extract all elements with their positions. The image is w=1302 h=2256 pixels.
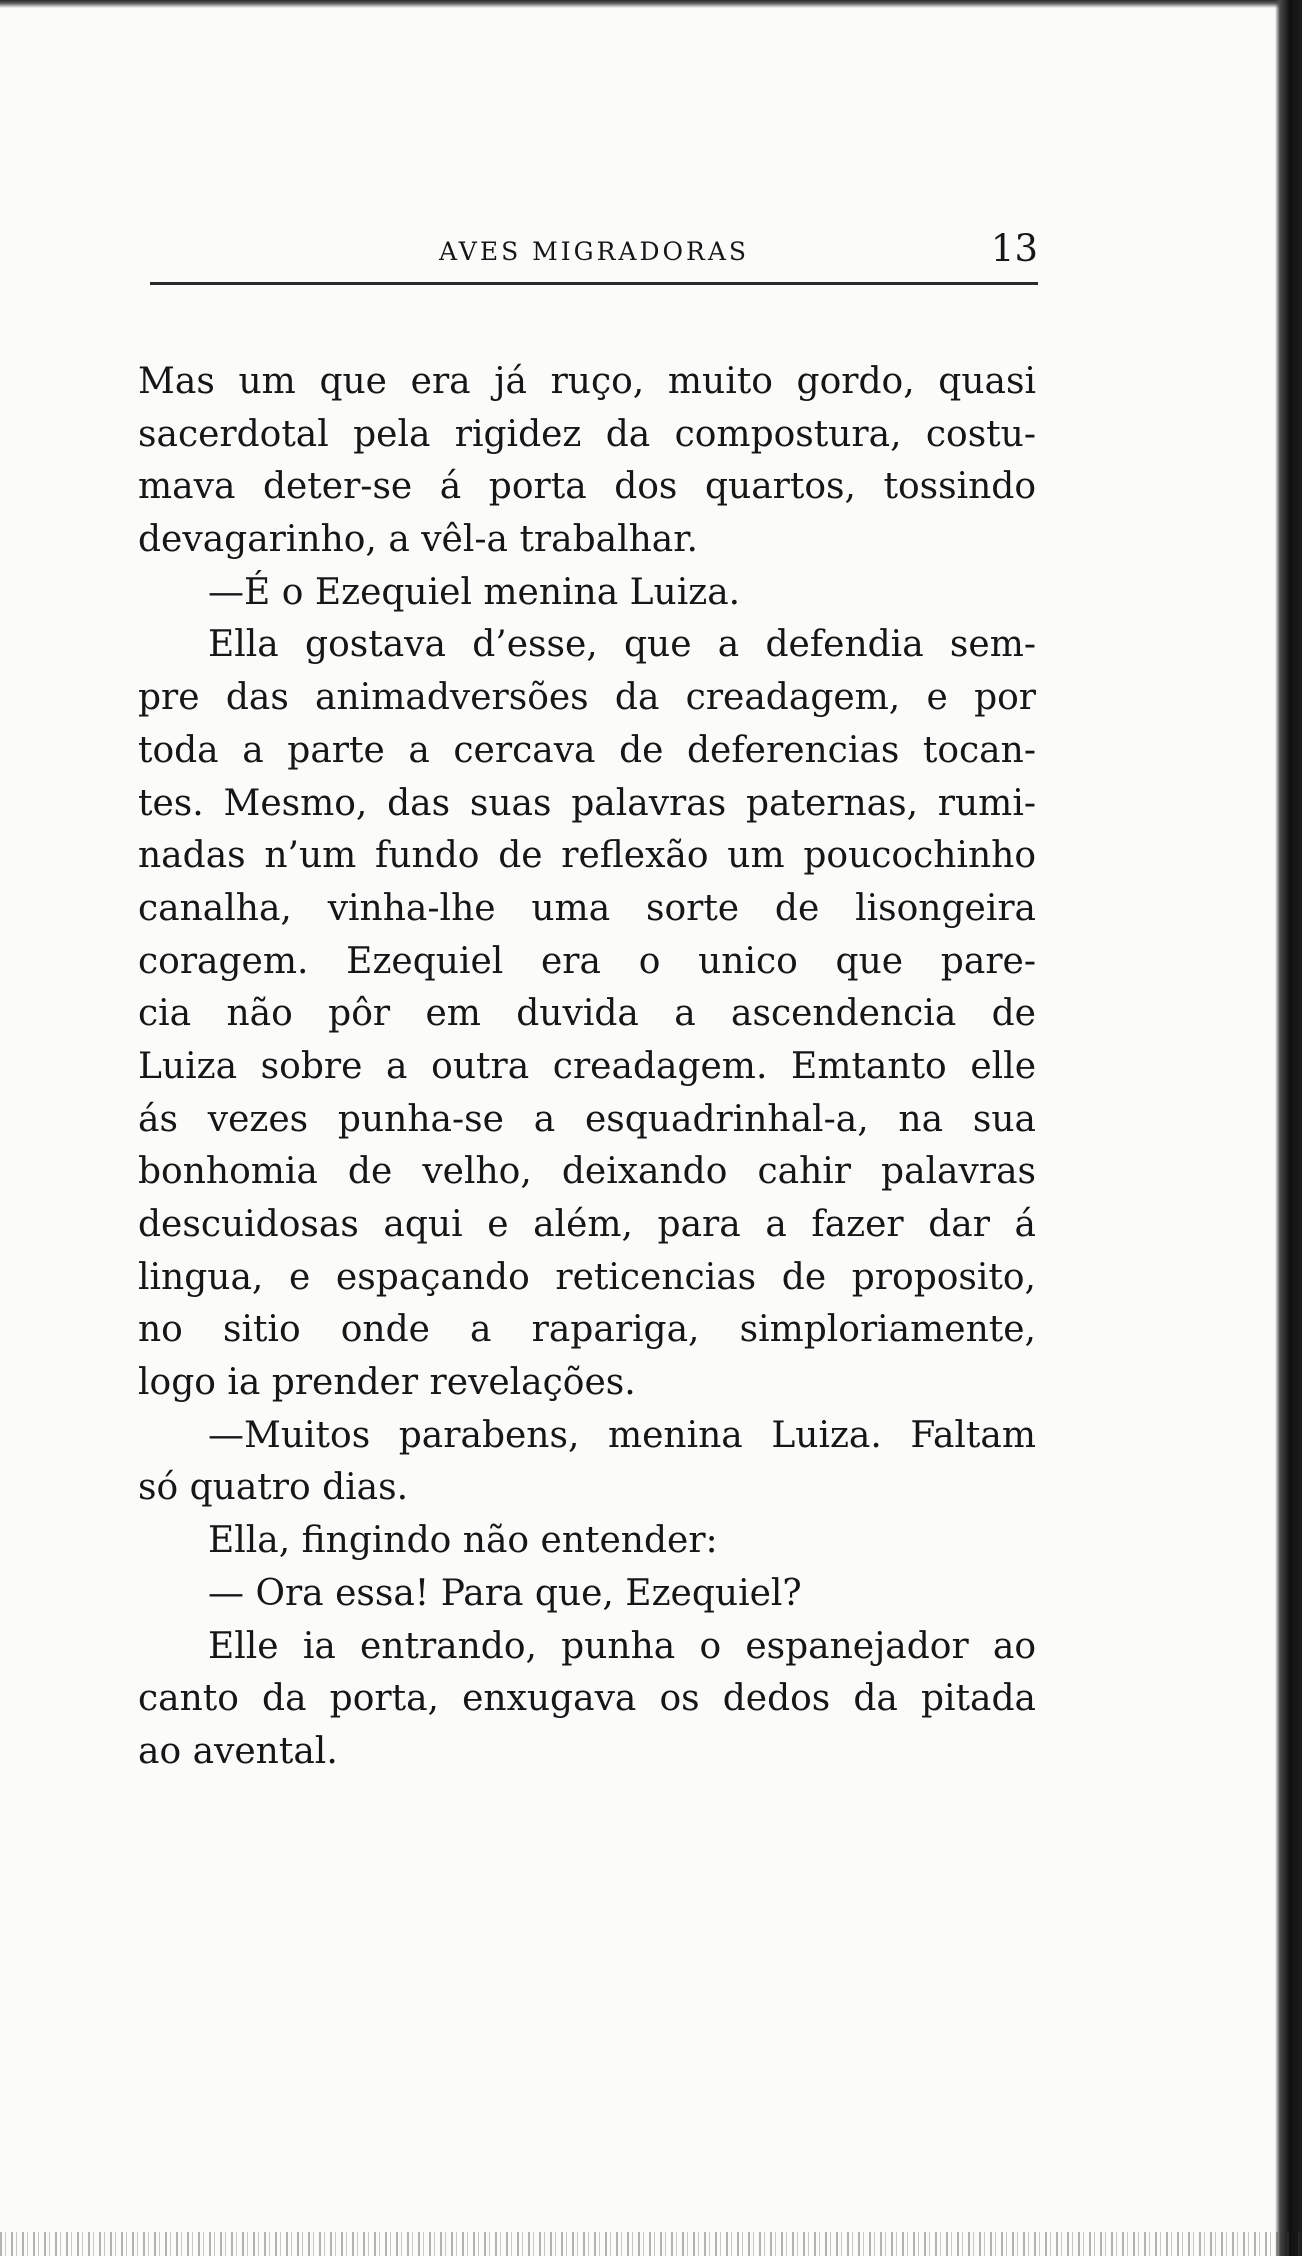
text-line: cia não pôr em duvida a ascendencia de: [138, 993, 1036, 1035]
running-head: [150, 227, 1038, 272]
text-line: bonhomia de velho, deixando cahir palavras: [138, 1151, 1036, 1193]
body-text: [138, 356, 1036, 1779]
text-line: lingua, e espaçando reticencias de proposito,: [138, 1256, 1036, 1298]
running-title: AVES MIGRADORAS: [438, 237, 750, 266]
scan-top-edge: [0, 0, 1302, 8]
text-line: —Muitos parabens, menina Luiza. Faltam: [208, 1414, 1036, 1456]
text-line: devagarinho, a vêl-a trabalhar.: [138, 519, 698, 561]
text-line: pre das animadversões da creadagem, e por: [138, 677, 1036, 719]
text-line: logo ia prender revelações.: [138, 1362, 636, 1404]
text-line: Luiza sobre a outra creadagem. Emtanto elle: [138, 1045, 1036, 1087]
text-line: ao avental.: [138, 1730, 338, 1772]
text-line: coragem. Ezequiel era o unico que pare-: [138, 940, 1036, 982]
text-line: ás vezes punha-se a esquadrinhal-a, na sua: [138, 1098, 1036, 1140]
header-rule: [150, 282, 1038, 285]
text-line: —É o Ezequiel menina Luiza.: [208, 571, 741, 613]
text-line: descuidosas aqui e além, para a fazer dar á: [138, 1204, 1036, 1245]
text-line: mava deter-se á porta dos quartos, tossindo: [138, 466, 1036, 508]
text-line: Ella, fingindo não entender:: [208, 1520, 718, 1562]
scan-bottom-edge: [0, 2232, 1302, 2256]
text-line: só quatro dias.: [138, 1467, 409, 1509]
text-line: Mas um que era já ruço, muito gordo, quasi: [138, 361, 1036, 402]
text-line: Ella gostava d’esse, que a defendia sem-: [208, 624, 1036, 666]
text-line: tes. Mesmo, das suas palavras paternas, rumi-: [138, 782, 1036, 824]
text-line: Elle ia entrando, punha o espanejador ao: [208, 1625, 1036, 1667]
text-line: nadas n’um fundo de reflexão um poucochinho: [138, 835, 1036, 877]
page-number: 13: [990, 227, 1038, 270]
text-line: canto da porta, enxugava os dedos da pitada: [138, 1678, 1036, 1720]
scan-right-edge: [1275, 0, 1302, 2256]
text-line: no sitio onde a rapariga, simploriamente,: [138, 1309, 1036, 1351]
text-line: sacerdotal pela rigidez da compostura, costu-: [138, 413, 1036, 455]
text-line: — Ora essa! Para que, Ezequiel?: [208, 1572, 802, 1614]
text-line: canalha, vinha-lhe uma sorte de lisongeira: [138, 887, 1036, 929]
text-line: toda a parte a cercava de deferencias tocan-: [138, 729, 1036, 771]
